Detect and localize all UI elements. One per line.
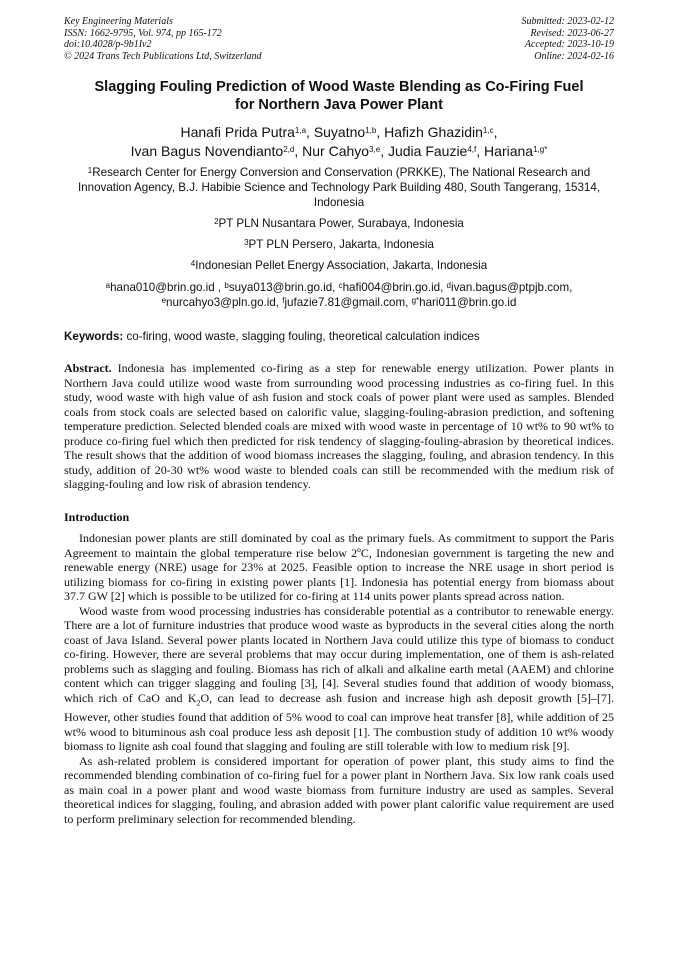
author-affiliation-mark: 1,c xyxy=(482,126,494,135)
email-address: suya013@brin.go.id, xyxy=(228,281,339,294)
paper-page xyxy=(64,16,614,826)
title-line-1: Slagging Fouling Prediction of Wood Waste Blending as Co-Firing Fuel xyxy=(94,79,584,95)
author-affiliation-mark: 1,a xyxy=(294,126,307,135)
affiliation-1: $^1$Research Center for Energy Conversion and Conservation (PRKKE), The National Research and Innovation Agency, B.J. Habibie Science and Technology Park Building 480, South Tangerang, 15314, Indonesia xyxy=(77,166,601,209)
email-address: hari011@brin.go.id xyxy=(419,296,517,309)
keywords-label: Keywords: xyxy=(64,330,124,343)
affiliation-4: $^4$Indonesian Pellet Energy Association, Jakarta, Indonesia xyxy=(190,259,488,272)
paper-title xyxy=(64,78,614,114)
publication-dates xyxy=(522,16,615,62)
journal-doi: doi:10.4028/p-9b1Iv2 xyxy=(64,39,152,50)
affiliation-2: $^2$PT PLN Nusantara Power, Surabaya, Indonesia xyxy=(214,217,464,230)
abstract xyxy=(64,361,614,492)
author-name: Suyatno xyxy=(313,124,366,140)
author-name: Hanafi Prida Putra xyxy=(180,124,295,140)
author-name: Nur Cahyo xyxy=(302,143,370,159)
email-line-1: $^a$hana010@brin.go.id , $^b$suya013@brin.go.id, $^c$hafi004@brin.go.id, $^d$ivan.bagus@ptpjb.com, xyxy=(105,281,573,294)
date-revised: Revised: 2023-06-27 xyxy=(530,27,614,39)
intro-paragraph-1: Indonesian power plants are still dominated by coal as the primary fuels. As commitment to support the Paris Agreement to maintain the global temperature rise below 2ºC, Indonesian government is targeting the new and renewable energy (NRE) usage for 23% at 2025. Feasible option to increase the NRE usage in short period is utilizing biomass for co-firing in existing power plants [1]. Indonesia has potential energy from biomass about 37.7 GW [2] which is possible to be utilized for co-firing at 114 units power plants spread across nation. xyxy=(64,531,614,603)
abstract-text: Indonesia has implemented co-firing as a step for renewable energy utilization. Power plants in Northern Java could utilize wood waste from surrounding wood processing industries as co-firing fuel. In this study, wood waste with high value of ash fusion and stock coals of power plant were used as samples. Blended coals from stock coals are selected based on calorific value, slagging-fouling-abrasion prediction, and softening temperature prediction. Selected blended coals are mixed with wood waste in percentage of 10 wt% to 90 wt% to produce co-firing fuel which then predicted for risk tendency of slagging-fouling-abrasion by theoretical indices. The result shows that the addition of wood biomass increases the slagging, fouling, and abrasion tendency. In this study, addition of 20-30 wt% wood waste to blended coals can still be recommended with the medium risk of slagging-fouling and low risk of abrasion tendency. xyxy=(64,361,614,491)
journal-name: Key Engineering Materials xyxy=(64,16,173,27)
date-submitted: Submitted: 2023-02-12 xyxy=(521,16,614,27)
author-affiliation-mark: 2,d xyxy=(283,145,295,154)
author-emails xyxy=(64,280,614,310)
abstract-label: Abstract. xyxy=(64,361,112,375)
intro-paragraph-2: Wood waste from wood processing industries has considerable potential as a contributor to renewable energy. There are a lot of furniture industries that produce wood waste as byproducts in the several cities along the north coast of Java Island. Several power plants located in Northern Java could utilize this type of biomass to conduct co-firing. However, there are several problems that may occur during implementation, one of them is ash-related problems such as slagging and fouling. Biomass has rich of alkali and alkaline earth metal (AAEM) and chlorine content which can trigger slagging and fouling [3], [4]. Several studies found that addition of woody biomass, which rich of CaO and $K_2O$, can lead to decrease ash fusion and increase high ash deposit growth [5]–[7]. However, other studies found that addition of 5% wood to coal can improve heat transfer [8], while addition of 25 wt% wood to bituminous ash coal produce less ash deposit [1]. The combustion study of addition 10 wt% woody biomass to lignite ash coal found that slagging and fouling are still tolerable with low to medium risk [9]. xyxy=(64,603,614,754)
author-name: Hariana xyxy=(484,143,534,159)
section-heading-introduction: Introduction xyxy=(64,509,130,524)
journal-copyright: © 2024 Trans Tech Publications Ltd, Switzerland xyxy=(64,50,262,62)
author-line-2: Ivan Bagus Novendianto$^{2,d}$, Nur Cahyo$^{3,e}$, Judia Fauzie$^{4,f}$, Hariana$^{1,g*}$ xyxy=(130,143,548,159)
author-list xyxy=(64,123,614,161)
affiliation-3: $^3$PT PLN Persero, Jakarta, Indonesia xyxy=(244,238,434,251)
date-accepted: Accepted: 2023-10-19 xyxy=(524,39,614,50)
author-affiliation-mark: 3,e xyxy=(369,145,381,154)
title-line-2: for Northern Java Power Plant xyxy=(235,97,443,113)
email-address: jufazie7.81@gmail.com, xyxy=(284,296,412,309)
date-online: Online: 2024-02-16 xyxy=(534,50,614,62)
author-name: Judia Fauzie xyxy=(387,143,468,159)
email-line-2: $^e$nurcahyo3@pln.go.id, $^f$jufazie7.81@gmail.com, $^{g*}$hari011@brin.go.id xyxy=(161,296,517,309)
keywords xyxy=(64,329,614,344)
email-address: hana010@brin.go.id , xyxy=(110,281,222,294)
journal-info xyxy=(64,16,262,62)
author-affiliation-mark: 4,f xyxy=(467,145,477,154)
intro-paragraph-3: As ash-related problem is considered important for operation of power plant, this study aims to find the recommended blending combination of co-firing fuel for a power plant in Northern Java. Six low rank coals used as main coal in a power plant and wood waste biomass from furniture industry are used as samples. Several theoretical indices for slagging, fouling, and abrasion added with power plant calorific value requirement are used to perform preliminary selection for recommended blending. xyxy=(64,753,614,826)
author-name: Ivan Bagus Novendianto xyxy=(130,143,284,159)
keywords-list: co-firing, wood waste, slagging fouling, theoretical calculation indices xyxy=(123,330,480,343)
email-address: ivan.bagus@ptpjb.com, xyxy=(451,281,573,294)
journal-issn: ISSN: 1662-9795, Vol. 974, pp 165-172 xyxy=(64,27,222,39)
email-address: hafi004@brin.go.id, xyxy=(342,281,447,294)
author-affiliation-mark: 1,b xyxy=(365,126,377,135)
author-affiliation-mark: 1,g* xyxy=(533,145,548,154)
author-name: Hafizh Ghazidin xyxy=(384,124,483,140)
author-line-1: Hanafi Prida Putra$^{1,a}$, Suyatno$^{1,b}$, Hafizh Ghazidin$^{1,c}$, xyxy=(180,124,498,140)
journal-header xyxy=(64,16,614,62)
email-address: nurcahyo3@pln.go.id, xyxy=(166,296,283,309)
